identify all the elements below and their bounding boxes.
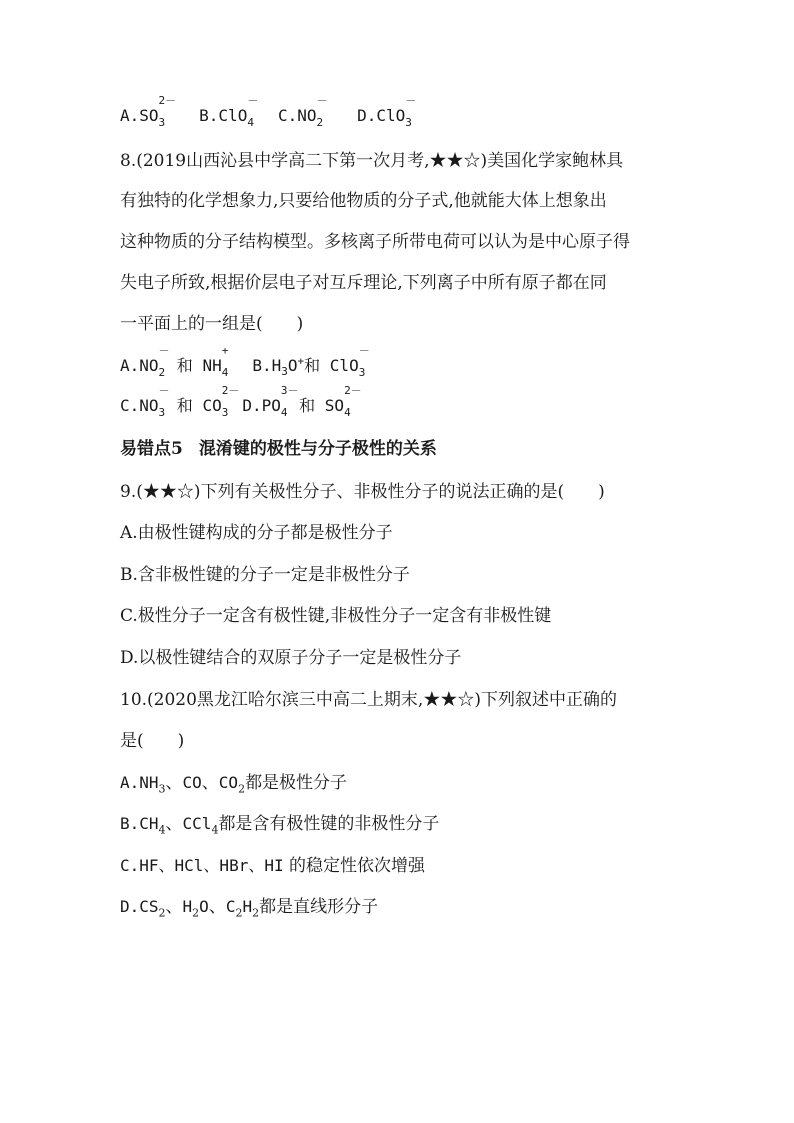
q10-option-b[interactable]: $B.CH_4$、CCl$_4$都是含有极性键的非极性分子: [120, 814, 440, 837]
q8-stem-line-1: 8.(2019山西沁县中学高二下第一次月考,★★☆)美国化学家鲍林具: [120, 151, 624, 171]
q9-option-b[interactable]: B.含非极性键的分子一定是非极性分子: [120, 565, 410, 585]
q7-option-a[interactable]: A.SO 2－ $_3$: [120, 94, 177, 129]
q7-option-b[interactable]: B.ClO － $_4$: [199, 94, 259, 129]
q8-option-c[interactable]: C.NO － $_3$ 和 CO 2－ $_3$: [120, 384, 240, 419]
q8-option-a[interactable]: A.NO － $_2$ 和 NH + $_4$: [120, 344, 229, 379]
q8-options-ab: [120, 344, 370, 379]
q8-option-b[interactable]: $B.H_3O^+$和 ClO － $_3$: [252, 344, 370, 379]
q7-option-c[interactable]: C.NO － $_2$: [277, 94, 328, 129]
section-title: 混淆键的极性与分子极性的关系: [198, 439, 437, 459]
q10-option-a[interactable]: $A.NH_3$、CO、$CO_2$都是极性分子: [120, 773, 348, 796]
q8-stem-line-3: 这种物质的分子结构模型。多核离子所带电荷可以认为是中心原子得: [120, 232, 630, 252]
q9-option-d[interactable]: D.以极性键结合的双原子分子一定是极性分子: [120, 648, 462, 668]
q8-stem-line-4: 失电子所致,根据价层电子对互斥理论,下列离子中所有原子都在同: [120, 273, 607, 293]
q7-options: [120, 94, 417, 129]
q9-option-a[interactable]: A.由极性键构成的分子都是极性分子: [120, 523, 393, 543]
q10-stem-line-1: 10.(2020黑龙江哈尔滨三中高二上期末,★★☆)下列叙述中正确的: [120, 690, 617, 710]
q10-option-d[interactable]: $D.CS_2$、$H_2O$、$C_2H_2$都是直线形分子: [120, 897, 379, 920]
q8-stem-line-5: 一平面上的一组是( ): [120, 314, 304, 334]
q9-option-c[interactable]: C.极性分子一定含有极性键,非极性分子一定含有非极性键: [120, 606, 552, 626]
section-heading: [120, 437, 437, 461]
q8-options-cd: [120, 384, 362, 419]
q7-option-d[interactable]: D.ClO － $_3$: [357, 94, 417, 129]
q10-stem-line-2: 是( ): [120, 731, 185, 751]
q8-option-d[interactable]: D.PO 3－ $_4$ 和 SO 2－ $_4$: [242, 384, 362, 419]
q10-option-c[interactable]: C.HF、HCl、HBr、HI 的稳定性依次增强: [120, 856, 426, 876]
q9-stem: 9.(★★☆)下列有关极性分子、非极性分子的说法正确的是( ): [120, 482, 605, 502]
section-label: 易错点5: [120, 439, 183, 459]
q8-stem-line-2: 有独特的化学想象力,只要给他物质的分子式,他就能大体上想象出: [120, 191, 607, 211]
